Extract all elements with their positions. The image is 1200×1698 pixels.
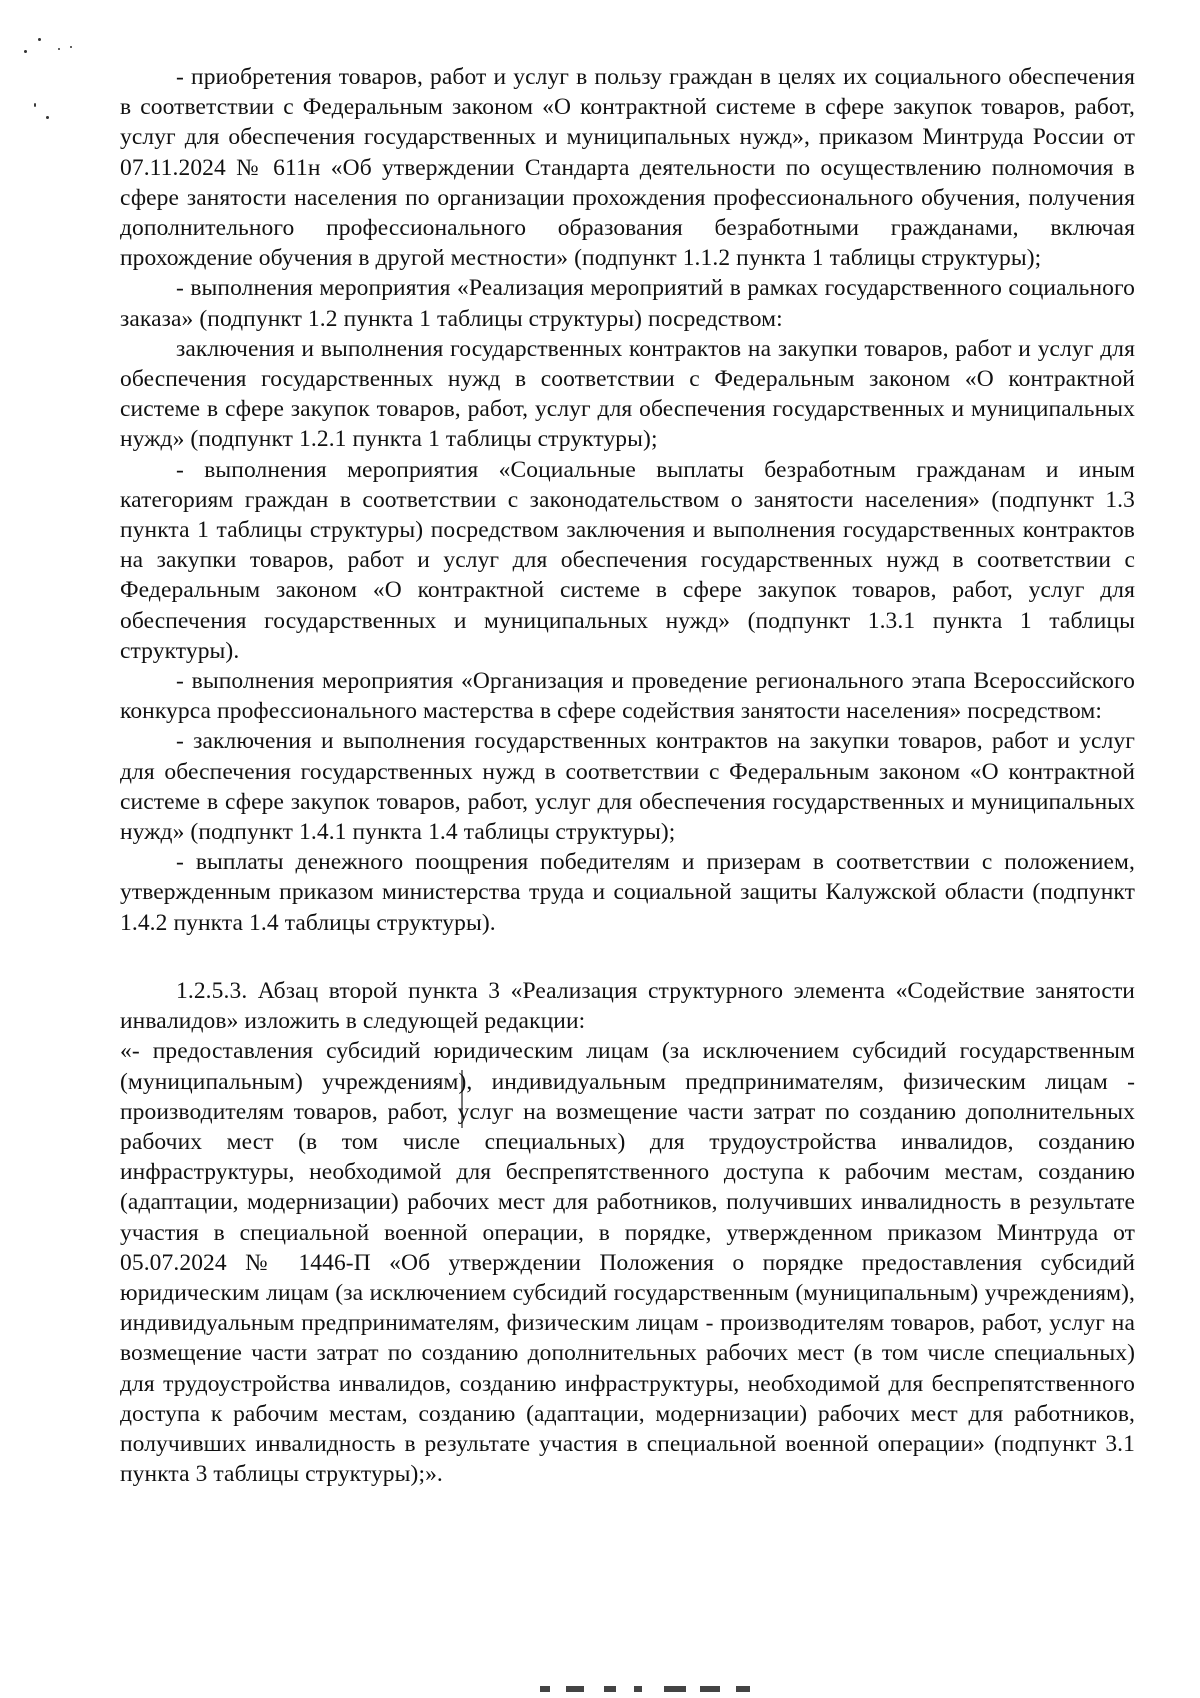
cut-off-bottom-text [540, 1686, 780, 1696]
paragraph: - выполнения мероприятия «Реализация мероприятий в рамках государственного социального заказа» (подпункт 1.2 пункта 1 таблицы структуры) посредством: [120, 275, 1135, 332]
scan-speck [70, 46, 72, 48]
paragraph: - выполнения мероприятия «Социальные выплаты безработным гражданам и иным категориям граждан в соответствии с законодательством о занятости населения» (подпункт 1.3 пункта 1 таблицы структуры) посредством заключения и выполнения государственных контрактов на закупки товаров, работ и услуг для обеспечения государственных нужд в соответствии с Федеральным законом «О контрактной системе в сфере закупок товаров, работ, услуг для обеспечения государственных и муниципальных нужд» (подпункт 1.3.1 пункта 1 таблицы структуры). [120, 456, 1135, 664]
scan-speck [58, 48, 60, 50]
paragraph: - заключения и выполнения государственных контрактов на закупки товаров, работ и услуг для обеспечения государственных нужд в соответствии с Федеральным законом «О контрактной системе в сфере закупок товаров, работ, услуг для обеспечения государственных и муниципальных нужд» (подпункт 1.4.1 пункта 1.4 таблицы структуры); [120, 728, 1135, 846]
scan-speck [34, 103, 36, 107]
paragraph: - выполнения мероприятия «Организация и проведение регионального этапа Всероссийского конкурса профессионального мастерства в сфере содействия занятости населения» посредством: [120, 668, 1135, 725]
paragraph-gap [120, 938, 1135, 976]
scan-speck [24, 50, 27, 53]
paragraph: - выплаты денежного поощрения победителям и призерам в соответствии с положением, утвержденным приказом министерства труда и социальной защиты Калужской области (подпункт 1.4.2 пункта 1.4 таблицы структуры). [120, 849, 1135, 936]
paragraph: «- предоставления субсидий юридическим лицам (за исключением субсидий государственным (муниципальным) учреждениям), индивидуальным предпринимателям, физическим лицам - производителям товаров, работ, услуг на возмещение части затрат по созданию дополнительных рабочих мест (в том числе специальных) для трудоустройства инвалидов, созданию инфраструктуры, необходимой для беспрепятственного доступа к рабочим местам, созданию (адаптации, модернизации) рабочих мест для работников, получивших инвалидность в результате участия в специальной военной операции, в порядке, утвержденном приказом Минтруда от 05.07.2024 № 1446-П «Об утверждении Положения о порядке предоставления субсидий юридическим лицам (за исключением субсидий государственным (муниципальным) учреждениям), индивидуальным предпринимателям, физическим лицам - производителям товаров, работ, услуг на возмещение части затрат по созданию дополнительных рабочих мест (в том числе специальных) для трудоустройства инвалидов, созданию инфраструктуры, необходимой для беспрепятственного доступа к рабочим местам, созданию (адаптации, модернизации) рабочих мест для работников, получивших инвалидность в результате участия в специальной военной операции» (подпункт 3.1 пункта 3 таблицы структуры);». [120, 1038, 1135, 1488]
paragraph: - приобретения товаров, работ и услуг в пользу граждан в целях их социального обеспечения в соответствии с Федеральным законом «О контрактной системе в сфере закупок товаров, работ, услуг для обеспечения государственных и муниципальных нужд», приказом Минтруда России от 07.11.2024 № 611н «Об утверждении Стандарта деятельности по осуществлению полномочия в сфере занятости населения по организации прохождения профессионального обучения, получения дополнительного профессионального образования безработными гражданами, включая прохождение обучения в другой местности» (подпункт 1.1.2 пункта 1 таблицы структуры); [120, 64, 1135, 272]
scan-speck [38, 38, 41, 41]
paragraph: заключения и выполнения государственных контрактов на закупки товаров, работ и услуг для обеспечения государственных нужд в соответствии с Федеральным законом «О контрактной системе в сфере закупок товаров, работ, услуг для обеспечения государственных и муниципальных нужд» (подпункт 1.2.1 пункта 1 таблицы структуры); [120, 335, 1135, 453]
paragraph: 1.2.5.3. Абзац второй пункта 3 «Реализация структурного элемента «Содействие занятости инвалидов» изложить в следующей редакции: [120, 977, 1135, 1035]
document-body [120, 62, 1135, 1489]
scan-speck [46, 116, 49, 119]
